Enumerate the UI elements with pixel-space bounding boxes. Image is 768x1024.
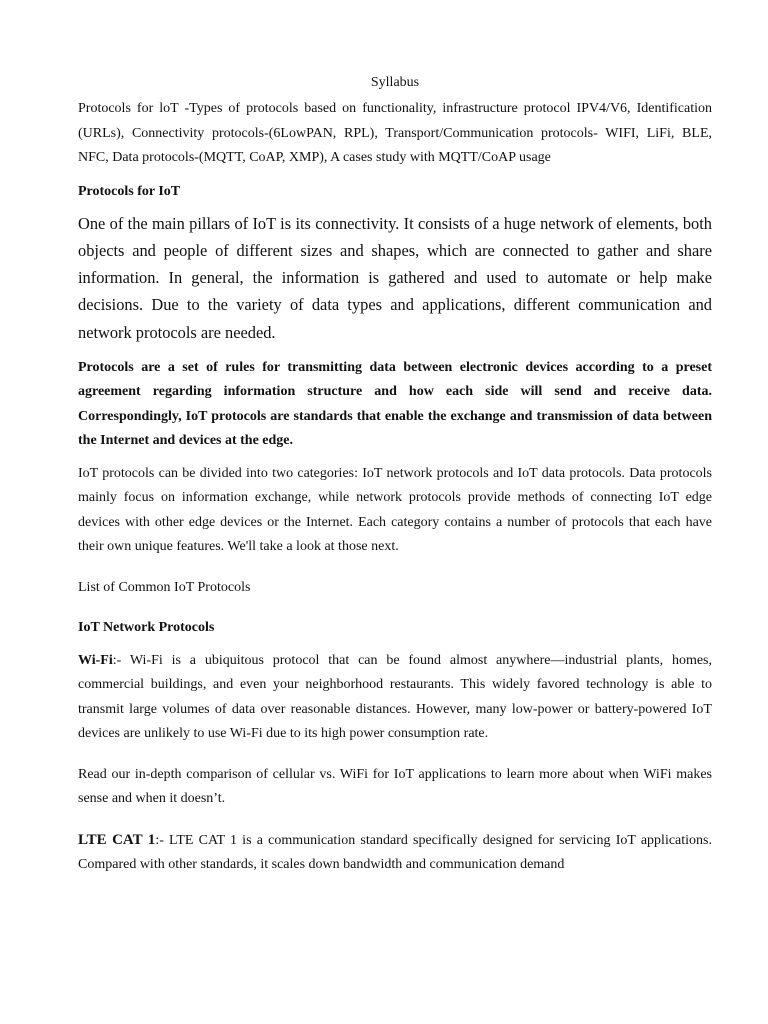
document-body [78,73,712,894]
wifi-text: :- Wi-Fi is a ubiquitous protocol that can be found almost anywhere—industrial plants, homes, commercial buildings, and even your neighborhood restaurants. This widely favored technology is able to transmit large volumes of data over reasonable distances. However, many low-power or battery-powered IoT devices are unlikely to use Wi-Fi due to its high power consumption rate. [78,652,712,742]
lte-text: :- LTE CAT 1 is a communication standard specifically designed for servicing IoT applications. Compared with other standards, it scales down bandwidth and communication demand [78,832,712,873]
list-heading: List of Common IoT Protocols [78,579,251,595]
lte-lead: LTE CAT 1 [78,831,156,848]
syllabus-title: Syllabus [370,75,420,90]
network-protocols-heading: IoT Network Protocols [78,619,215,635]
wifi-lead: Wi-Fi [78,652,113,668]
lte-paragraph [78,828,712,878]
syllabus-paragraph: Protocols for loT -Types of protocols based on functionality, infrastructure protocol IPV4/V6, Identification (URLs), Connectivity protocols-(6LowPAN, RPL), Transport/Communication protocols- WIFI, LiFi, BLE, NFC, Data protocols-(MQTT, CoAP, XMP), A cases study with MQTT/CoAP usage [78,101,712,165]
categories-paragraph: IoT protocols can be divided into two categories: IoT network protocols and IoT data protocols. Data protocols mainly focus on information exchange, while network protocols provide methods of connecting IoT edge devices with other edge devices or the Internet. Each category contains a number of protocols that each have their own unique features. We'll take a look at those next. [78,465,712,555]
wifi-paragraph [78,649,712,747]
intro-paragraph: One of the main pillars of IoT is its connectivity. It consists of a huge network of elements, both objects and people of different sizes and shapes, which are connected to gather and share information. In general, the information is gathered and used to automate or help make decisions. Due to the variety of data types and applications, different communication and network protocols are needed. [78,213,712,342]
definition-paragraph: Protocols are a set of rules for transmitting data between electronic devices according to a preset agreement regarding information structure and how each side will send and receive data. Correspondingly, IoT protocols are standards that enable the exchange and transmission of data between the Internet and devices at the edge. [78,359,712,449]
comparison-paragraph: Read our in-depth comparison of cellular vs. WiFi for IoT applications to learn more about when WiFi makes sense and when it doesn’t. [78,766,712,807]
protocols-heading: Protocols for IoT [78,183,181,199]
